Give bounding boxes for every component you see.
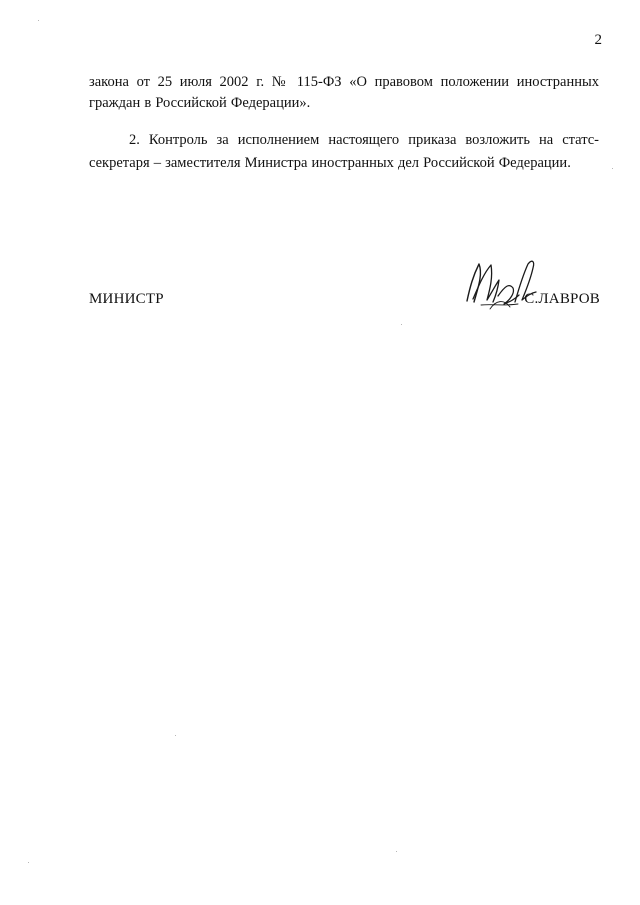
document-paragraph: закона от 25 июля 2002 г. № 115-ФЗ «О правовом положении иностранных граждан в Российской Федерации».: [89, 74, 599, 112]
signature-block: [89, 257, 600, 327]
scan-speck: [612, 168, 613, 169]
signatory-title: МИНИСТР: [89, 291, 164, 307]
scan-speck: [28, 862, 29, 863]
document-paragraph: 2. Контроль за исполнением настоящего приказа возложить на статс-секретаря – заместителя Министра иностранных дел Российской Федерации.: [89, 132, 599, 171]
scan-speck: [401, 324, 402, 325]
signatory-name: С.ЛАВРОВ: [524, 291, 600, 307]
scan-speck: [38, 20, 39, 21]
scan-speck: [396, 851, 397, 852]
page-number: 2: [594, 32, 602, 48]
scan-speck: [175, 735, 176, 736]
